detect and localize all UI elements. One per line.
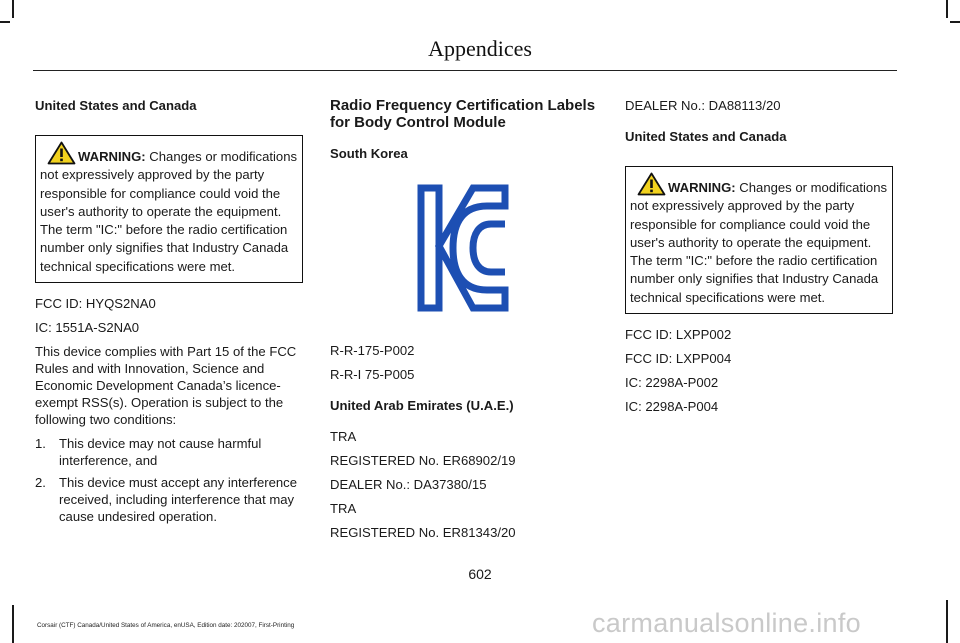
warning-label: WARNING: <box>78 149 146 164</box>
warning-text: Changes or modifications not expressively approved by the party responsible for compliance could void the user's authority to operate the equipment. The term "IC:" before the radio certification number only signifies that Industry Canada technical specifications were met. <box>630 180 888 305</box>
uae-line: TRA <box>330 501 357 516</box>
page-title: Appendices <box>428 36 532 61</box>
subheading-south-korea: South Korea <box>330 146 408 161</box>
header-divider <box>33 70 897 71</box>
ic-number: IC: 1551A-S2NA0 <box>35 320 140 336</box>
edition-footer: Corsair (CTF) Canada/United States of America, enUSA, Edition date: 202007, First-Printing <box>37 622 295 629</box>
column-3 <box>625 97 893 422</box>
uae-line: TRA <box>330 429 357 444</box>
crop-mark <box>12 605 14 643</box>
compliance-text: This device complies with Part 15 of the FCC Rules and with Innovation, Science and Economic Development Canada’s licence-exempt RSS(s). Operation is subject to the following two conditions: <box>35 344 297 428</box>
subheading-uae: United Arab Emirates (U.A.E.) <box>330 398 514 413</box>
list-text: This device may not cause harmful interference, and <box>59 436 262 469</box>
crop-mark <box>946 600 948 643</box>
fcc-id: FCC ID: LXPP002 <box>625 327 732 343</box>
warning-triangle-icon <box>637 172 666 196</box>
conditions-list <box>35 435 303 525</box>
list-item <box>35 474 303 525</box>
section-heading-rf-labels: Radio Frequency Certification Labels for Body Control Module <box>330 97 596 131</box>
warning-box <box>625 166 893 314</box>
list-item <box>35 435 303 469</box>
kc-certification-mark-icon <box>417 184 509 312</box>
ic-number: IC: 2298A-P002 <box>625 375 719 391</box>
watermark: carmanualsonline.info <box>592 608 861 638</box>
list-number: 1. <box>35 436 46 452</box>
fcc-id: FCC ID: HYQS2NA0 <box>35 296 156 312</box>
dealer-number: DEALER No.: DA88113/20 <box>625 98 781 113</box>
warning-text: Changes or modifications not expressively approved by the party responsible for compliance could void the user's authority to operate the equipment. The term "IC:" before the radio certification number only signifies that Industry Canada technical specifications were met. <box>40 149 298 274</box>
list-number: 2. <box>35 475 46 491</box>
crop-mark <box>950 21 960 23</box>
uae-line: DEALER No.: DA37380/15 <box>330 477 487 492</box>
crop-mark <box>0 21 10 23</box>
crop-mark <box>946 0 948 18</box>
warning-box <box>35 135 303 283</box>
kc-number-1: R-R-175-P002 <box>330 343 415 358</box>
list-text: This device must accept any interference received, including interference that may cause undesired operation. <box>59 475 297 525</box>
fcc-id: FCC ID: LXPP004 <box>625 351 732 367</box>
section-heading-us-canada: United States and Canada <box>35 98 197 113</box>
warning-triangle-icon <box>47 141 76 165</box>
crop-mark <box>12 0 14 18</box>
uae-line: REGISTERED No. ER68902/19 <box>330 453 516 468</box>
section-heading-us-canada: United States and Canada <box>625 129 787 144</box>
uae-line: REGISTERED No. ER81343/20 <box>330 525 516 540</box>
column-1 <box>35 97 303 530</box>
kc-number-2: R-R-I 75-P005 <box>330 367 415 382</box>
column-2 <box>330 97 600 548</box>
page-number: 602 <box>468 566 492 582</box>
warning-label: WARNING: <box>668 180 736 195</box>
ic-number: IC: 2298A-P004 <box>625 399 719 415</box>
